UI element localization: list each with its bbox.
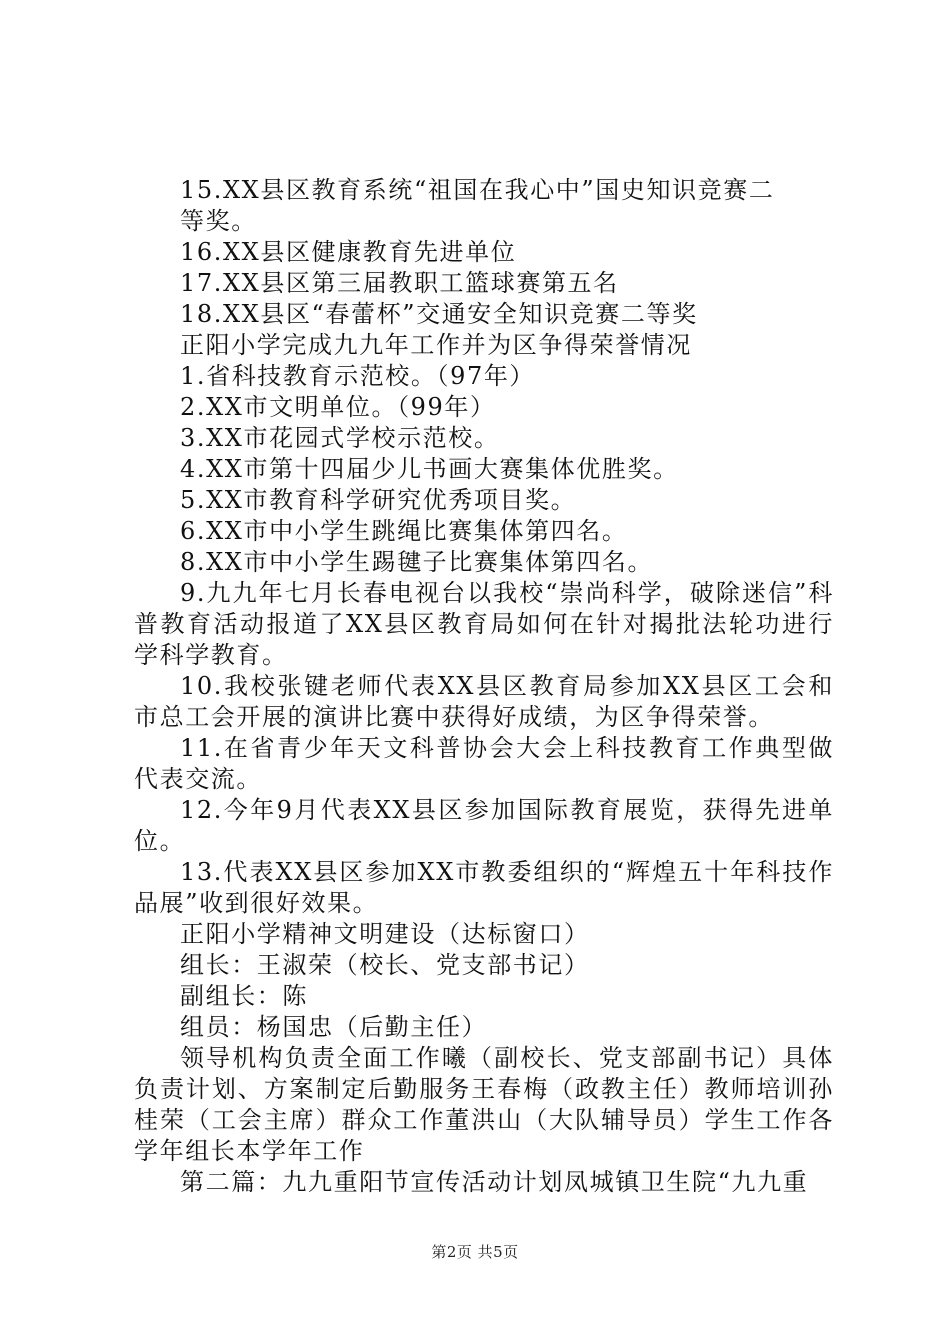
list-item: 5.XX市教育科学研究优秀项目奖。 <box>180 486 577 514</box>
text-line: 15.XX县区教育系统“祖国在我心中”国史知识竞赛二 <box>180 176 775 204</box>
text-line: 副组长：陈 <box>180 982 308 1010</box>
section-heading: 正阳小学完成九九年工作并为区争得荣誉情况 <box>180 331 692 359</box>
paragraph: 11.在省青少年天文科普协会大会上科技教育工作典型做代表交流。 <box>134 734 834 793</box>
paragraph: 10.我校张键老师代表XX县区教育局参加XX县区工会和市总工会开展的演讲比赛中获得好成绩，为区争得荣誉。 <box>134 672 834 731</box>
text-line: 组长：王淑荣（校长、党支部书记） <box>180 951 590 979</box>
text-line: 16.XX县区健康教育先进单位 <box>180 238 517 266</box>
list-item: 8.XX市中小学生踢毽子比赛集体第四名。 <box>180 548 654 576</box>
paragraph: 12.今年9月代表XX县区参加国际教育展览，获得先进单位。 <box>134 796 834 855</box>
text-line: 组员：杨国忠（后勤主任） <box>180 1013 488 1041</box>
text-line: 18.XX县区“春蕾杯”交通安全知识竞赛二等奖 <box>180 300 698 328</box>
text-line: 等奖。 <box>180 207 257 235</box>
list-item: 6.XX市中小学生跳绳比赛集体第四名。 <box>180 517 628 545</box>
list-item: 2.XX市文明单位。（99年） <box>180 393 496 421</box>
paragraph: 第二篇：九九重阳节宣传活动计划凤城镇卫生院“九九重 <box>180 1168 809 1196</box>
list-item: 1.省科技教育示范校。（97年） <box>180 362 536 390</box>
list-item: 3.XX市花园式学校示范校。 <box>180 424 500 452</box>
text-line: 17.XX县区第三届教职工篮球赛第五名 <box>180 269 619 297</box>
document-body <box>134 175 834 1198</box>
list-item: 4.XX市第十四届少儿书画大赛集体优胜奖。 <box>180 455 679 483</box>
paragraph: 9.九九年七月长春电视台以我校“崇尚科学，破除迷信”科普教育活动报道了XX县区教育局如何在针对揭批法轮功进行学科学教育。 <box>134 579 834 669</box>
section-heading: 正阳小学精神文明建设（达标窗口） <box>180 920 590 948</box>
paragraph: 领导机构负责全面工作曦（副校长、党支部副书记）具体负责计划、方案制定后勤服务王春梅（政教主任）教师培训孙桂荣（工会主席）群众工作董洪山（大队辅导员）学生工作各学年组长本学年工作 <box>134 1044 834 1165</box>
paragraph: 13.代表XX县区参加XX市教委组织的“辉煌五十年科技作品展”收到很好效果。 <box>134 858 834 917</box>
page-number-footer: 第2页 共5页 <box>431 1243 519 1261</box>
